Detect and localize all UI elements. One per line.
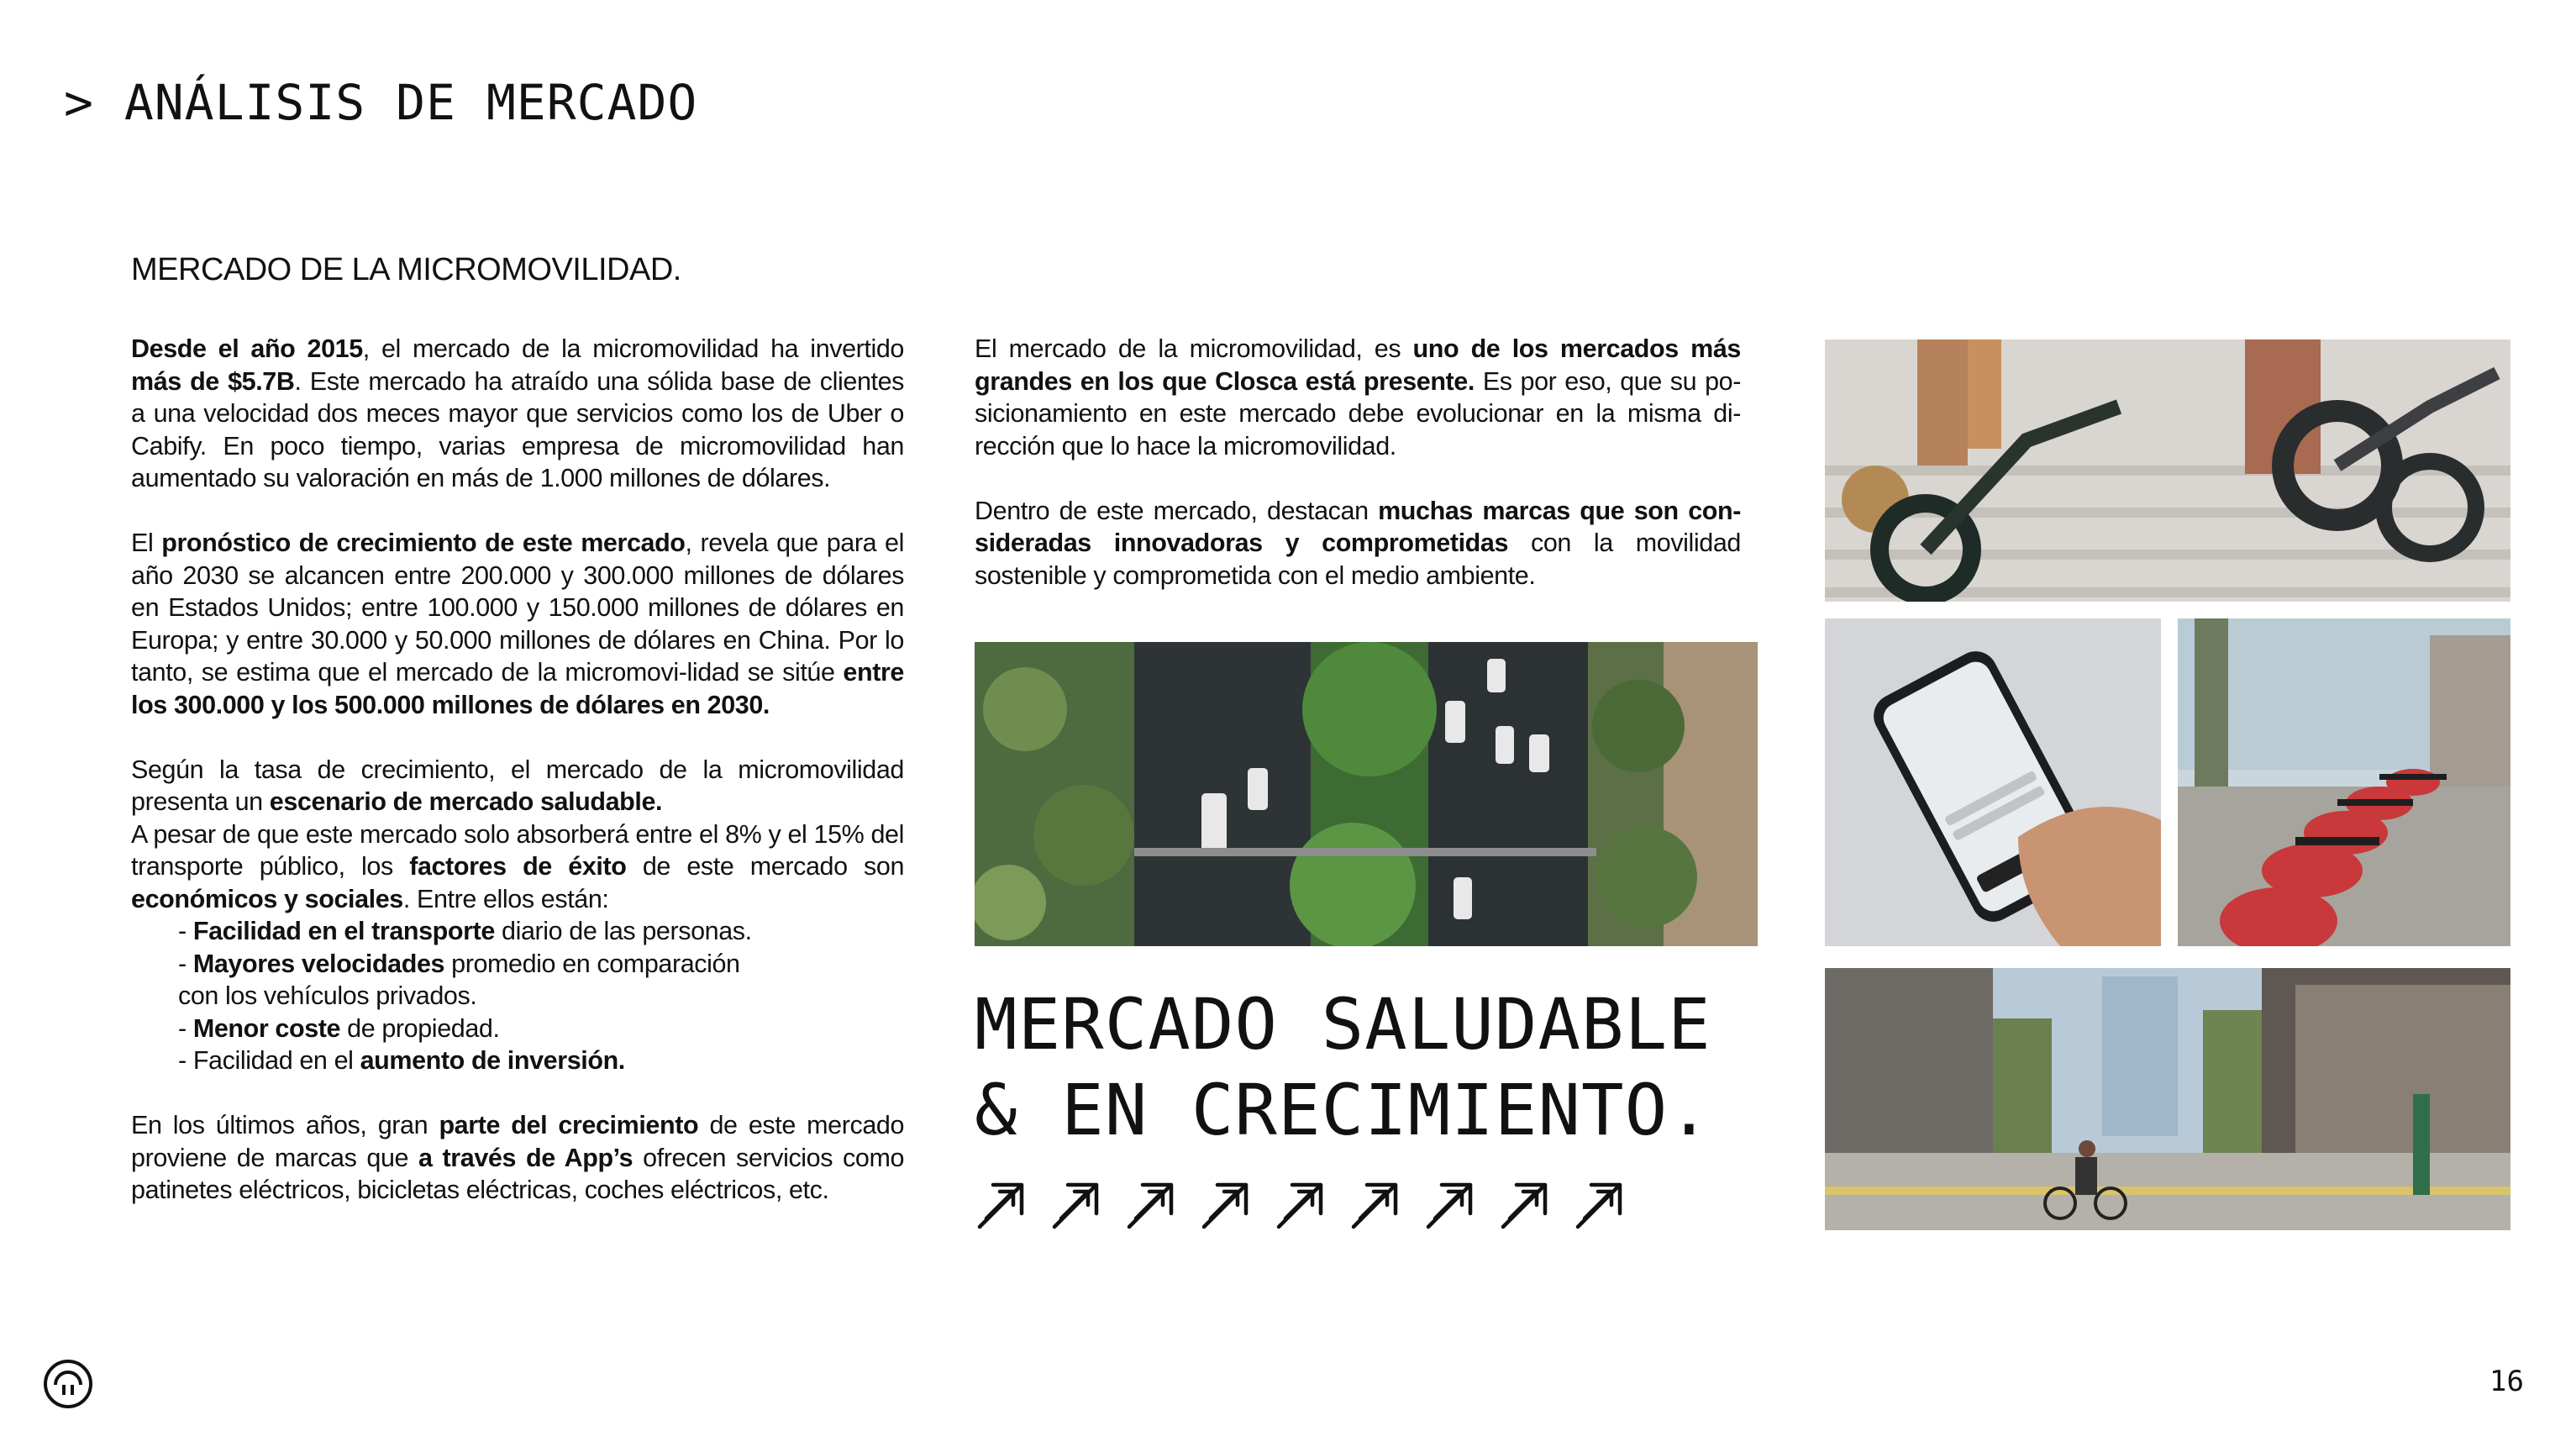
list-item xyxy=(131,1044,904,1077)
bold-text: más de $5.7B xyxy=(131,366,295,396)
paragraph xyxy=(975,495,1741,592)
text-run: Dentro de este mercado, destacan xyxy=(975,496,1379,525)
page-number: 16 xyxy=(2489,1365,2524,1398)
text-run: ofrecen servicios como patinetes eléctricos, bicicletas eléctricas, coches eléctricos, etc. xyxy=(131,1143,905,1204)
bold-text: Facilidad en el transporte xyxy=(192,917,495,945)
bold-text: escenario de mercado saludable. xyxy=(269,787,663,816)
arrow-up-right-icon xyxy=(1348,1176,1404,1232)
paragraph xyxy=(131,754,904,818)
tagline xyxy=(975,981,1711,1153)
text-run: de propiedad. xyxy=(340,1013,500,1043)
arrow-up-right-icon xyxy=(1274,1176,1329,1232)
paragraph xyxy=(131,333,904,495)
text-run: - xyxy=(178,917,193,945)
aerial-avenue-photo xyxy=(975,642,1758,946)
paragraph xyxy=(131,1109,904,1207)
text-run: de este mercado son xyxy=(626,852,905,881)
text-run: . Entre ellos están: xyxy=(402,884,609,913)
street-cyclist-photo xyxy=(1825,968,2510,1230)
bold-text: aumento de inversión. xyxy=(360,1046,625,1075)
arrow-up-right-icon xyxy=(1049,1176,1105,1232)
text-run: Es por eso, que su po-sicionamiento en este mercado debe evolucionar en la misma di-rección que lo hace la micromovilidad. xyxy=(975,366,1741,460)
bold-text: uno de los mercados más grandes en los que Closca está presente. xyxy=(975,334,1741,396)
bold-text: parte del crecimiento xyxy=(439,1111,699,1139)
text-run: - xyxy=(178,949,193,978)
paragraph xyxy=(131,818,904,916)
bold-text: a través de App’s xyxy=(418,1143,633,1172)
bold-text: Desde el año 2015 xyxy=(131,334,363,363)
text-run: con la movilidad sostenible y comprometida con el medio ambiente. xyxy=(975,529,1741,590)
text-run: diario de las personas. xyxy=(494,917,752,945)
paragraph xyxy=(131,527,904,721)
bold-text: económicos y sociales xyxy=(131,884,403,913)
page-title: > ANÁLISIS DE MERCADO xyxy=(64,74,698,131)
closca-logo-icon xyxy=(42,1358,94,1410)
text-run: - xyxy=(178,1013,193,1043)
paragraph xyxy=(975,333,1741,462)
left-text-column xyxy=(131,333,904,1239)
arrow-up-right-icon xyxy=(1199,1176,1254,1232)
text-run: con los vehículos privados. xyxy=(178,981,477,1010)
text-run: , el mercado de la micromovilidad ha invertido xyxy=(362,334,904,363)
arrow-up-right-icon xyxy=(1573,1176,1628,1232)
text-run: El xyxy=(131,529,162,557)
tagline-line-2: & EN CRECIMIENTO. xyxy=(975,1069,1711,1151)
bold-text: muchas marcas que son con-sideradas innovadoras y comprometidas xyxy=(975,496,1741,557)
list-item xyxy=(131,980,904,1013)
text-run: A pesar de que este mercado solo absorberá entre el 8% y el 15% del transporte público, los xyxy=(131,819,904,881)
bold-text: entre los 300.000 y los 500.000 millones de dólares en 2030. xyxy=(131,658,904,719)
bold-text: pronóstico de crecimiento de este mercado xyxy=(161,529,686,557)
bold-text: factores de éxito xyxy=(409,852,627,881)
text-run: Según la tasa de crecimiento, el mercado de la micromovilidad presenta un xyxy=(131,755,904,816)
bike-sharing-photo xyxy=(2178,618,2510,946)
success-factors-list xyxy=(131,915,904,1077)
scooter-riders-photo xyxy=(1825,339,2510,602)
tagline-line-1: MERCADO SALUDABLE xyxy=(975,983,1711,1066)
text-run: El mercado de la micromovilidad, es xyxy=(975,334,1413,363)
text-run: - Facilidad en el xyxy=(178,1046,360,1075)
list-item xyxy=(131,915,904,948)
section-heading: MERCADO DE LA MICROMOVILIDAD. xyxy=(131,252,681,287)
text-run: , revela que para el año 2030 se alcancen entre 200.000 y 300.000 millones de dólares en Estados Unidos; entre 100.000 y 150.000 millones de dólares en Europa; y entre 30.000 y 50.000 millones de dólares en China. Por lo tanto, se estima que el mercado de la micromovi-lidad se sitúe xyxy=(131,529,904,687)
bold-text: Menor coste xyxy=(192,1013,341,1043)
arrow-up-right-icon xyxy=(1124,1176,1180,1232)
text-run: de este mercado proviene de marcas que xyxy=(131,1111,905,1172)
phone-app-photo xyxy=(1825,618,2161,946)
arrow-up-right-icon xyxy=(1498,1176,1553,1232)
list-item xyxy=(131,948,904,981)
text-run: . Este mercado ha atraído una sólida base de clientes a una velocidad dos meces mayor que servicios como los de Uber o Cabify. En poco tiempo, varias empresa de micromovilidad han aumentado su valoración en más de 1.000 millones de dólares. xyxy=(131,366,904,492)
bold-text: Mayores velocidades xyxy=(192,949,445,978)
arrow-up-right-icon xyxy=(975,1176,1030,1232)
text-run: En los últimos años, gran xyxy=(131,1111,439,1139)
middle-text-column xyxy=(975,333,1741,624)
list-item xyxy=(131,1013,904,1045)
text-run: promedio en comparación xyxy=(444,949,740,978)
arrow-up-right-icon xyxy=(1423,1176,1479,1232)
